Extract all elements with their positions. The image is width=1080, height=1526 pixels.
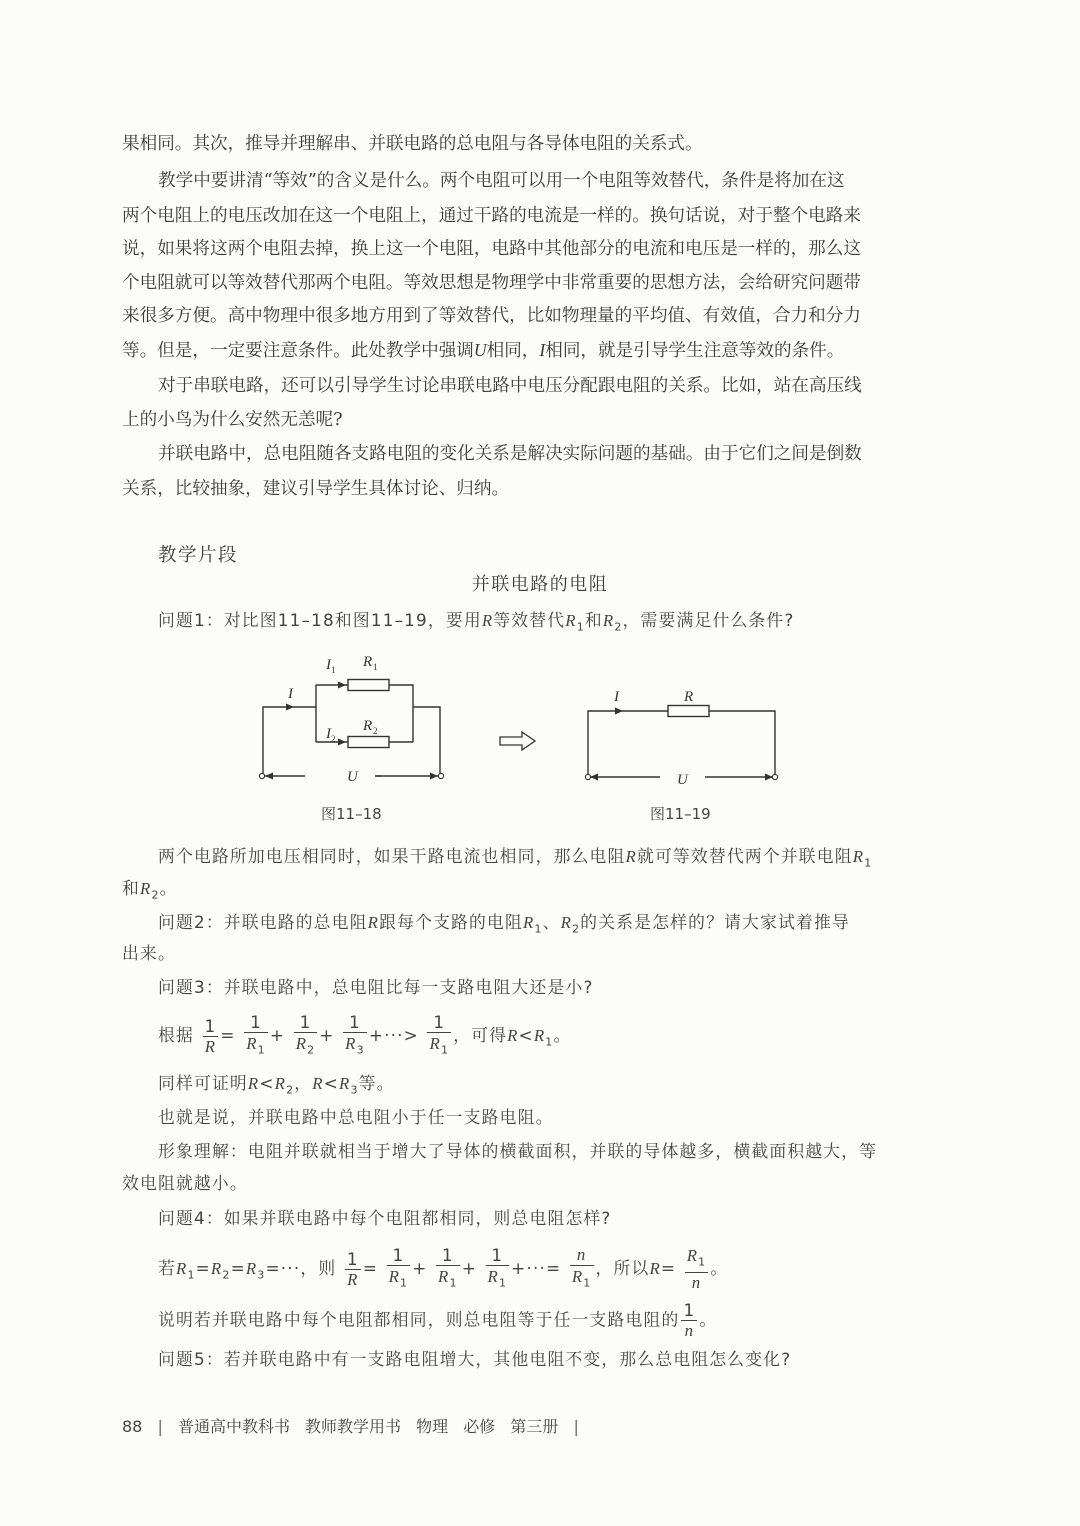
numerator: 1 xyxy=(244,1012,268,1033)
paragraph-line: 果相同。其次，推导并理解串、并联电路的总电阻与各导体电阻的关系式。 xyxy=(122,134,703,154)
text-span: ，则 xyxy=(300,1258,337,1279)
paragraph-line: 关系，比较抽象，建议引导学生具体讨论、归纳。 xyxy=(122,479,510,499)
section-label: 教学片段 xyxy=(158,545,239,566)
subscript: 2 xyxy=(151,888,160,902)
subscript: 3 xyxy=(350,1083,359,1097)
paragraph-line: 出来。 xyxy=(122,943,176,963)
variable-u: U xyxy=(473,340,487,360)
text-span: 同样可证明 xyxy=(158,1073,248,1093)
text-span: 。 xyxy=(699,1309,718,1330)
variable-r1: R xyxy=(571,1267,584,1286)
question-3: 问题3：并联电路中，总电阻比每一支路电阻大还是小? xyxy=(158,977,594,997)
paragraph-line xyxy=(122,875,178,908)
footer-book: 普通高中教科书 xyxy=(177,1417,290,1436)
variable-r: R xyxy=(625,847,637,866)
variable-r1: R xyxy=(522,913,535,932)
fraction xyxy=(294,1012,318,1060)
question-1 xyxy=(158,607,795,640)
operator: = xyxy=(362,1258,379,1279)
denominator xyxy=(427,1033,451,1060)
variable-r1: R xyxy=(175,1259,188,1279)
subscript: 1 xyxy=(576,620,585,634)
subscript: 2 xyxy=(222,1268,231,1282)
text-span: 等效替代 xyxy=(493,610,566,630)
text-span: ，所以 xyxy=(595,1258,650,1279)
text-span: 说明若并联电路中每个电阻都相同，则总电阻等于任一支路电阻的 xyxy=(158,1309,680,1330)
text-span: 跟每个支路的电阻 xyxy=(379,912,523,932)
subscript: 1 xyxy=(373,662,378,672)
variable-r1: R xyxy=(429,1034,441,1053)
fraction xyxy=(436,1245,460,1293)
numerator: 1 xyxy=(294,1012,318,1033)
label-current-i: I xyxy=(614,689,619,705)
paragraph-line: 上的小鸟为什么安然无恙呢? xyxy=(122,410,343,430)
variable-r3: R xyxy=(345,1034,357,1053)
variable-r: R xyxy=(649,1259,661,1279)
operator: < xyxy=(518,1025,534,1046)
label-current-i: I xyxy=(288,686,293,702)
numerator: 1 xyxy=(427,1012,451,1033)
subscript: 1 xyxy=(864,856,873,870)
subscript: 1 xyxy=(187,1268,196,1282)
text-span: 和 xyxy=(122,878,140,898)
paragraph-line: 对于串联电路，还可以引导学生讨论串联电路中电压分配跟电阻的关系。比如，站在高压线 xyxy=(158,376,862,396)
operator: < xyxy=(323,1073,339,1093)
subscript: 2 xyxy=(614,620,623,634)
denominator: n xyxy=(691,1273,702,1293)
denominator xyxy=(343,1033,367,1060)
fraction xyxy=(685,1245,709,1293)
fraction xyxy=(387,1245,411,1293)
paragraph-line: 也就是说，并联电路中总电阻小于任一支路电阻。 xyxy=(158,1107,554,1127)
subscript: 3 xyxy=(257,1268,266,1282)
operator: + xyxy=(461,1258,477,1279)
text-span: ，需要满足什么条件? xyxy=(622,610,795,630)
denominator: n xyxy=(684,1321,695,1340)
formula-reciprocal-sum xyxy=(158,1012,571,1060)
label-resistor-r: R xyxy=(684,689,694,705)
fraction xyxy=(244,1012,268,1060)
text-span: 问题1：对比图11–18和图11–19，要用 xyxy=(158,610,482,630)
subscript: 1 xyxy=(498,1276,508,1290)
variable-r2: R xyxy=(210,1259,223,1279)
subscript: 1 xyxy=(257,1043,266,1057)
circuit-figure-11-19 xyxy=(578,680,788,790)
fraction xyxy=(570,1245,594,1293)
label-voltage-u: U xyxy=(677,772,688,788)
paragraph-line: 说，如果将这两个电阻去掉，换上这一个电阻，电路中其他部分的电流和电压是一样的，那么这 xyxy=(122,239,861,259)
text-span: 根据 xyxy=(158,1025,194,1046)
variable-r2: R xyxy=(560,913,573,932)
page-footer xyxy=(122,1414,589,1437)
operator: = xyxy=(230,1258,246,1279)
variable-r1: R xyxy=(565,611,577,630)
variable-r2: R xyxy=(274,1074,287,1093)
numerator: 1 xyxy=(343,1012,367,1033)
variable-r2: R xyxy=(602,611,615,630)
question-5: 问题5：若并联电路中有一支路电阻增大，其他电阻不变，那么总电阻怎么变化? xyxy=(158,1349,792,1369)
numerator: 1 xyxy=(683,1300,696,1320)
text-span: ， xyxy=(294,1073,313,1093)
fraction xyxy=(343,1012,367,1060)
text-span: 两个电路所加电压相同时，如果干路电流也相同，那么电阻 xyxy=(158,846,626,866)
label-resistor-r1: R xyxy=(363,654,373,670)
paragraph-line xyxy=(158,1070,395,1103)
variable-r: R xyxy=(507,1026,519,1046)
variable-r3: R xyxy=(245,1259,258,1279)
subscript: 2 xyxy=(307,1043,316,1057)
separator: | xyxy=(157,1417,163,1436)
numerator xyxy=(685,1245,709,1273)
text-span: 。 xyxy=(159,878,178,898)
denominator xyxy=(387,1266,411,1293)
variable-r: R xyxy=(481,611,494,630)
text-span: 就可等效替代两个并联电阻 xyxy=(636,846,853,866)
variable-r1: R xyxy=(533,1026,546,1046)
paragraph-line xyxy=(158,1300,717,1341)
fraction xyxy=(486,1245,510,1293)
subscript: 1 xyxy=(440,1043,450,1057)
text-span: ，可得 xyxy=(453,1025,508,1046)
text-span: 相同， xyxy=(486,341,540,361)
numerator: 1 xyxy=(486,1245,510,1266)
variable-r: R xyxy=(367,913,380,932)
figure-caption: 图11–18 xyxy=(321,805,382,823)
denominator xyxy=(244,1033,268,1060)
subscript: 1 xyxy=(545,1035,554,1049)
operator: =··· xyxy=(265,1258,301,1279)
footer-type: 教师教学用书 xyxy=(305,1417,402,1436)
denominator: R xyxy=(204,1036,217,1056)
circuit-figure-11-18 xyxy=(250,650,460,790)
subscript: 1 xyxy=(698,1255,707,1269)
subscript: 2 xyxy=(373,726,378,736)
operator: + xyxy=(412,1258,428,1279)
text-span: 的关系是怎样的？请大家试着推导 xyxy=(580,912,851,932)
numerator: 1 xyxy=(204,1015,217,1036)
operator: = xyxy=(220,1025,236,1046)
subscript: 2 xyxy=(331,734,336,744)
variable-i: I xyxy=(539,340,546,360)
operator: + xyxy=(319,1025,335,1046)
subscript: 1 xyxy=(400,1276,409,1290)
text-span: 。 xyxy=(553,1025,572,1046)
paragraph-line: 效电阻就越小。 xyxy=(122,1173,248,1193)
fraction xyxy=(681,1300,697,1341)
variable-r1: R xyxy=(388,1267,401,1286)
paragraph-line: 个电阻就可以等效替代那两个电阻。等效思想是物理学中非常重要的思想方法，会给研究问题带 xyxy=(122,273,861,293)
variable-r3: R xyxy=(339,1074,351,1093)
variable-r2: R xyxy=(295,1034,308,1053)
subscript: 3 xyxy=(356,1043,365,1057)
subscript: 2 xyxy=(572,922,581,936)
text-span: 若 xyxy=(158,1258,176,1279)
operator: = xyxy=(660,1258,677,1279)
fraction xyxy=(427,1012,451,1060)
question-4: 问题4：如果并联电路中每个电阻都相同，则总电阻怎样? xyxy=(158,1208,612,1228)
text-span: 等。但是，一定要注意条件。此处教学中强调 xyxy=(122,341,474,361)
numerator: 1 xyxy=(387,1245,411,1266)
operator: = xyxy=(195,1258,211,1279)
text-span: 和 xyxy=(584,610,603,630)
variable-r: R xyxy=(312,1074,324,1093)
footer-volume: 第三册 xyxy=(510,1417,559,1436)
label-current-i1: I xyxy=(326,657,331,673)
text-span: 等。 xyxy=(358,1073,395,1093)
subscript: 1 xyxy=(583,1276,592,1290)
footer-level: 必修 xyxy=(463,1417,496,1436)
figure-caption: 图11–19 xyxy=(650,805,711,823)
subscript: 1 xyxy=(331,665,336,675)
question-2 xyxy=(158,909,850,942)
denominator xyxy=(570,1266,594,1293)
paragraph-line: 来很多方便。高中物理中很多地方用到了等效替代，比如物理量的平均值、有效值，合力和分力 xyxy=(122,306,861,326)
variable-r: R xyxy=(247,1074,260,1093)
equivalence-arrow-icon xyxy=(498,731,538,751)
variable-r1: R xyxy=(852,847,865,866)
paragraph-line: 形象理解：电阻并联就相当于增大了导体的横截面积，并联的导体越多，横截面积越大，等 xyxy=(158,1141,878,1161)
denominator xyxy=(436,1266,460,1293)
operator: +···= xyxy=(511,1258,562,1279)
fraction xyxy=(345,1249,361,1290)
variable-r1: R xyxy=(246,1034,258,1053)
denominator: R xyxy=(347,1269,359,1289)
text-span: 问题2：并联电路的总电阻 xyxy=(158,912,368,932)
operator: + xyxy=(269,1025,286,1046)
variable-r1: R xyxy=(438,1267,450,1286)
label-current-i2: I xyxy=(326,726,331,742)
denominator xyxy=(486,1266,510,1293)
footer-subject: 物理 xyxy=(416,1417,449,1436)
operator: < xyxy=(259,1073,275,1093)
formula-equal-resistors xyxy=(158,1245,728,1293)
operator: +···> xyxy=(368,1025,419,1046)
page-number: 88 xyxy=(122,1417,143,1436)
separator: | xyxy=(573,1417,579,1436)
label-resistor-r2: R xyxy=(363,718,373,734)
paragraph-line: 教学中要讲清“等效”的含义是什么。两个电阻可以用一个电阻等效替代，条件是将加在这 xyxy=(158,171,845,191)
subscript: 1 xyxy=(534,922,543,936)
paragraph-line: 两个电阻上的电压改加在这一个电阻上，通过干路的电流是一样的。换句话说，对于整个电路来 xyxy=(122,206,861,226)
text-span: 、 xyxy=(542,912,561,932)
variable-r1: R xyxy=(686,1246,699,1265)
numerator: n xyxy=(570,1245,594,1266)
paragraph-line xyxy=(158,843,872,876)
subscript: 1 xyxy=(449,1276,458,1290)
variable-r1: R xyxy=(487,1267,499,1286)
denominator xyxy=(294,1033,318,1060)
numerator: 1 xyxy=(346,1248,359,1269)
paragraph-line xyxy=(122,337,844,364)
variable-r2: R xyxy=(139,879,152,898)
fraction xyxy=(203,1016,219,1057)
numerator: 1 xyxy=(436,1245,460,1266)
section-title: 并联电路的电阻 xyxy=(471,574,609,595)
text-span: 相同，就是引导学生注意等效的条件。 xyxy=(545,341,845,361)
paragraph-line: 并联电路中，总电阻随各支路电阻的变化关系是解决实际问题的基础。由于它们之间是倒数 xyxy=(158,444,862,464)
text-span: 。 xyxy=(710,1258,729,1279)
label-voltage-u: U xyxy=(347,769,358,785)
subscript: 2 xyxy=(286,1083,295,1097)
